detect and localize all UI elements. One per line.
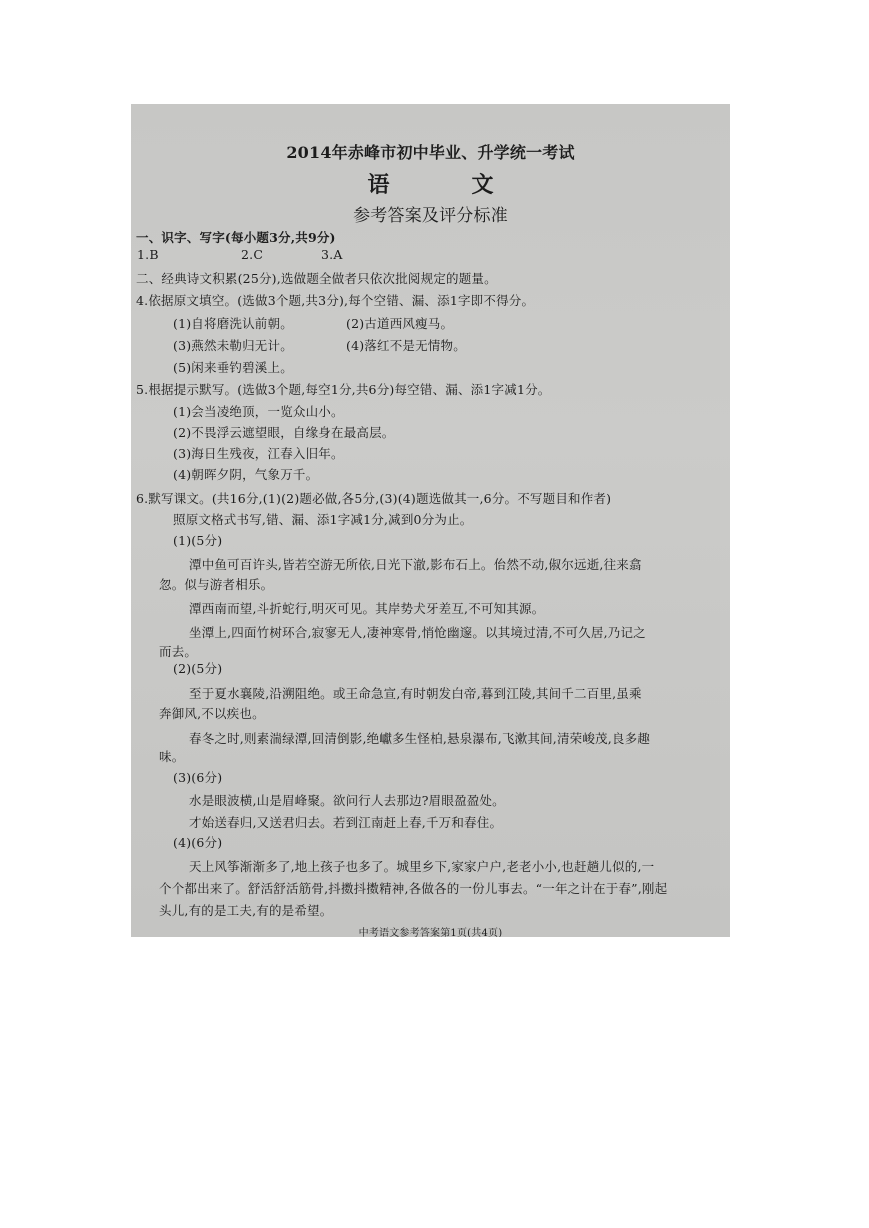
q6-heading-cont: 照原文格式书写,错、漏、添1字减1分,减到0分为止。 (173, 512, 473, 527)
q6-part1-line: 潭西南而望,斗折蛇行,明灭可见。其岸势犬牙差互,不可知其源。 (189, 601, 545, 616)
q4-heading: 4.依据原文填空。(选做3个题,共3分),每个空错、漏、添1字即不得分。 (136, 293, 535, 308)
q6-part4-line: 天上风筝渐渐多了,地上孩子也多了。城里乡下,家家户户,老老小小,也赶趟儿似的,一 (189, 859, 655, 874)
q5-item: (4)朝晖夕阴，气象万千。 (173, 467, 319, 482)
q4-item: (5)闲来垂钓碧溪上。 (173, 360, 293, 375)
q6-part1-line: 坐潭上,四面竹树环合,寂寥无人,凄神寒骨,悄怆幽邃。以其境过清,不可久居,乃记之 (189, 625, 646, 640)
q6-part2-line: 奔御风,不以疾也。 (159, 706, 265, 721)
q6-part1-line: 忽。似与游者相乐。 (159, 577, 274, 592)
q6-part1-line: 而去。 (159, 644, 198, 659)
q6-part2-line: 味。 (159, 749, 185, 764)
q6-part4-label: (4)(6分) (173, 835, 223, 850)
q4-item: (2)古道西风瘦马。 (346, 316, 454, 331)
q6-part1-label: (1)(5分) (173, 533, 223, 548)
q6-part3-line: 水是眼波横,山是眉峰聚。欲问行人去那边?眉眼盈盈处。 (189, 793, 505, 808)
q4-item: (3)燕然未勒归无计。 (173, 338, 293, 353)
q6-part3-label: (3)(6分) (173, 770, 223, 785)
q5-heading: 5.根据提示默写。(选做3个题,每空1分,共6分)每空错、漏、添1字减1分。 (136, 382, 551, 397)
q6-part4-line: 头儿,有的是工夫,有的是希望。 (159, 903, 333, 918)
q6-part3-line: 才始送春归,又送君归去。若到江南赶上春,千万和春住。 (189, 815, 503, 830)
section2-heading: 二、经典诗文积累(25分),选做题全做者只依次批阅规定的题量。 (136, 271, 497, 286)
scanned-page (131, 104, 730, 937)
q6-part2-line: 至于夏水襄陵,沿溯阻绝。或王命急宣,有时朝发白帝,暮到江陵,其间千二百里,虽乘 (189, 686, 642, 701)
page-footer: 中考语文参考答案第1页(共4页) (358, 928, 503, 937)
q6-part1-line: 潭中鱼可百许头,皆若空游无所依,日光下澈,影布石上。佁然不动,俶尔远逝,往来翕 (189, 557, 642, 572)
subject-title: 语 文 (367, 172, 524, 198)
answer-key-subtitle: 参考答案及评分标准 (353, 206, 508, 226)
q6-part2-label: (2)(5分) (173, 661, 223, 676)
q4-item: (4)落红不是无情物。 (346, 338, 466, 353)
q6-part2-line: 春冬之时,则素湍绿潭,回清倒影,绝巘多生怪柏,悬泉瀑布,飞漱其间,清荣峻茂,良多趣 (189, 731, 651, 746)
exam-title: 2014年赤峰市初中毕业、升学统一考试 (286, 143, 575, 162)
answer-2: 2.C (241, 247, 264, 262)
q6-part4-line: 个个都出来了。舒活舒活筋骨,抖擞抖擞精神,各做各的一份儿事去。“一年之计在于春”,刚起 (159, 881, 668, 896)
q5-item: (2)不畏浮云遮望眼，自缘身在最高层。 (173, 425, 395, 440)
q5-item: (3)海日生残夜，江春入旧年。 (173, 446, 344, 461)
q6-heading: 6.默写课文。(共16分,(1)(2)题必做,各5分,(3)(4)题选做其一,6分。不写题目和作者) (136, 491, 612, 506)
answer-1: 1.B (137, 247, 159, 262)
q5-item: (1)会当凌绝顶，一览众山小。 (173, 404, 344, 419)
answer-3: 3.A (321, 247, 343, 262)
q4-item: (1)自将磨洗认前朝。 (173, 316, 293, 331)
section1-heading: 一、识字、写字(每小题3分,共9分) (136, 230, 336, 245)
